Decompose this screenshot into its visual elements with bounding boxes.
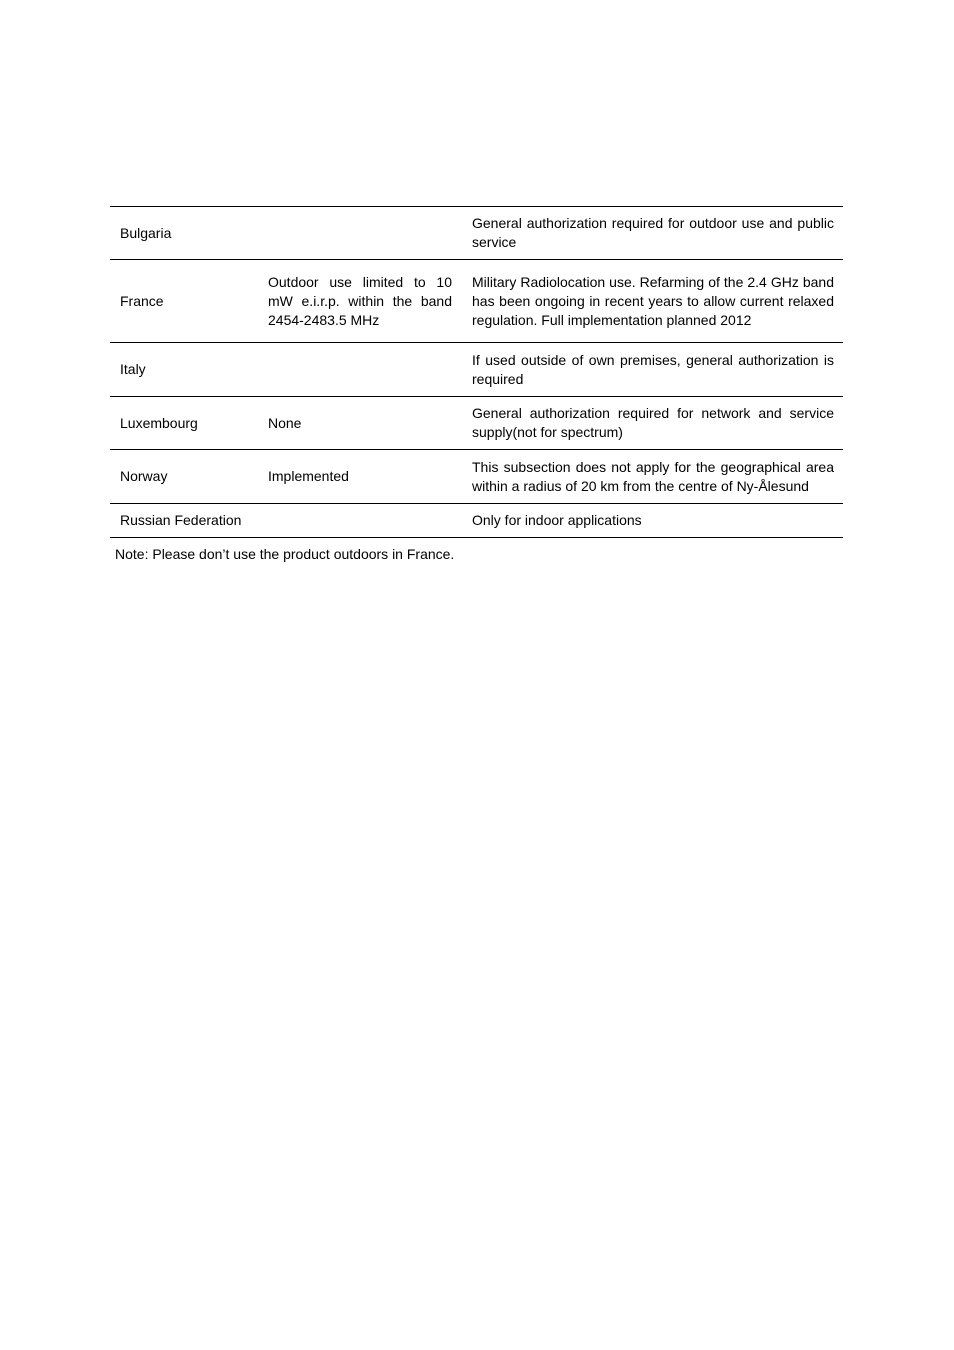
restriction-cell: None	[268, 414, 302, 431]
country-cell: Bulgaria	[120, 224, 172, 241]
reason-cell: General authorization required for outdoor use and public service	[472, 215, 834, 250]
reason-cell: If used outside of own premises, general authorization is required	[472, 351, 834, 387]
table-row	[110, 207, 843, 260]
reason-cell: General authorization required for network and service supply(not for spectrum)	[472, 405, 834, 440]
reason-cell: This subsection does not apply for the geographical area within a radius of 20 km from the centre of Ny-Ålesund	[472, 458, 834, 494]
restriction-cell	[258, 504, 462, 538]
restriction-cell	[258, 207, 462, 260]
restriction-cell: Implemented	[268, 468, 349, 484]
restriction-cell: Outdoor use limited to 10 mW e.i.r.p. within the band 2454-2483.5 MHz	[268, 273, 452, 328]
restriction-cell	[258, 343, 462, 397]
footnote: Note: Please don’t use the product outdoors in France.	[115, 546, 455, 562]
table-row	[110, 450, 843, 504]
table-row	[110, 260, 843, 343]
country-cell: France	[120, 292, 164, 309]
country-cell: Luxembourg	[120, 414, 198, 431]
reason-cell: Military Radiolocation use. Refarming of the 2.4 GHz band has been ongoing in recent years to allow current relaxed regulation. Full implementation planned 2012	[472, 273, 834, 328]
country-cell: Italy	[120, 361, 146, 377]
reason-cell: Only for indoor applications	[472, 512, 642, 528]
country-restrictions-table	[110, 206, 843, 538]
table-row	[110, 397, 843, 450]
table-row	[110, 504, 843, 538]
country-cell: Russian Federation	[120, 512, 242, 528]
country-cell: Norway	[120, 468, 168, 484]
table-row	[110, 343, 843, 397]
